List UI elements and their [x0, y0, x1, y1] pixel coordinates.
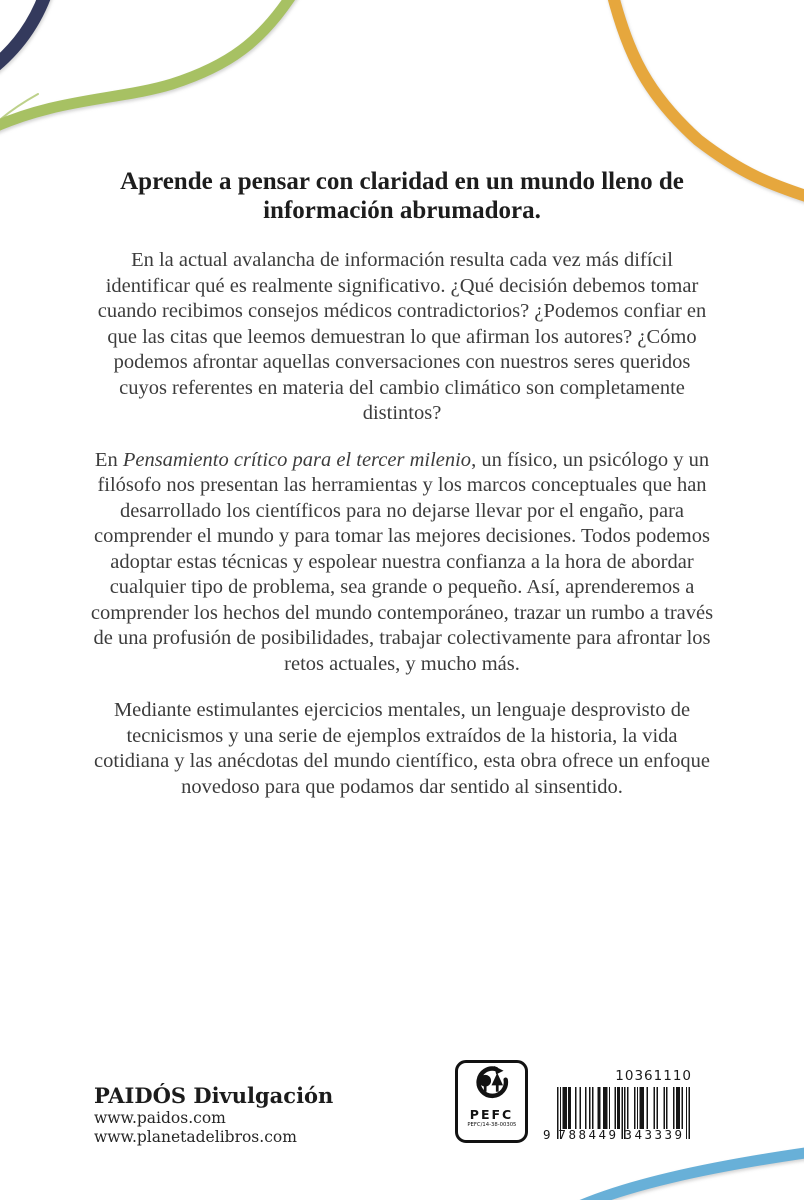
headline: Aprende a pensar con claridad en un mundo lleno de información abrumadora.: [120, 168, 684, 224]
green-cord: [0, 0, 295, 130]
publisher-url: www.paidos.com: [94, 1109, 226, 1127]
pefc-certification-logo: [455, 1060, 528, 1143]
navy-cord: [0, 0, 47, 70]
book-title-italic: Pensamiento crítico para el tercer milenio: [122, 448, 472, 471]
publisher-block: [94, 1083, 333, 1147]
publisher-imprint: PAIDÓS Divulgación: [94, 1083, 334, 1108]
ean13-digits: [543, 1127, 705, 1142]
paragraph-3: Mediante estimulantes ejercicios mentales, un lenguaje desprovisto de tecnicismos y una serie de ejemplos extraídos de la historia, la vida cotidiana y las anécdotas del mundo científico, esta obra ofrece un enfoque novedoso para que podamos dar sentido al sinsentido.: [94, 699, 710, 798]
blue-cord: [575, 1152, 804, 1200]
barcode-block: [543, 1068, 705, 1142]
product-code: 10361110: [615, 1068, 692, 1084]
back-cover-text: [0, 167, 804, 821]
paragraph-2: [88, 448, 716, 678]
pefc-label: PEFC: [469, 1107, 514, 1122]
pefc-cert-number: PEFC/14-38-00305: [466, 1121, 517, 1128]
ean-first-digit: 9: [543, 1127, 551, 1142]
green-cord-fray: [0, 94, 38, 124]
paragraph-1: En la actual avalancha de información resulta cada vez más difícil identificar qué es realmente significativo. ¿Qué decisión debemos tomar cuando recibimos consejos médicos contradictorios? ¿Podemos confiar en que las citas que leemos demuestran lo que afirman los autores? ¿Cómo podemos afrontar aquellas conversaciones con nuestros seres queridos cuyos referentes en materia del cambio climático son completamente distintos?: [97, 249, 707, 424]
planetadelibros-url: www.planetadelibros.com: [94, 1128, 297, 1146]
ean-right-group: 343339: [624, 1127, 685, 1142]
ean-left-group: 788449: [558, 1127, 619, 1142]
paragraph-2-prefix: En: [94, 448, 123, 471]
pefc-trees-icon: [471, 1066, 513, 1108]
paragraph-2-rest: , un físico, un psicólogo y un filósofo nos presentan las herramientas y los marcos conceptuales que han desarrollado los científicos para no dejarse llevar por el engaño, para comprender el mundo y para tomar las mejores decisiones. Todos podemos adoptar estas técnicas y espolear nuestra confianza a la hora de abordar cualquier tipo de problema, sea grande o pequeño. Así, aprenderemos a comprender los hechos del mundo contemporáneo, trazar un rumbo a través de una profusión de posibilidades, trabajar colectivamente para afrontar los retos actuales, y mucho más.: [90, 448, 714, 675]
